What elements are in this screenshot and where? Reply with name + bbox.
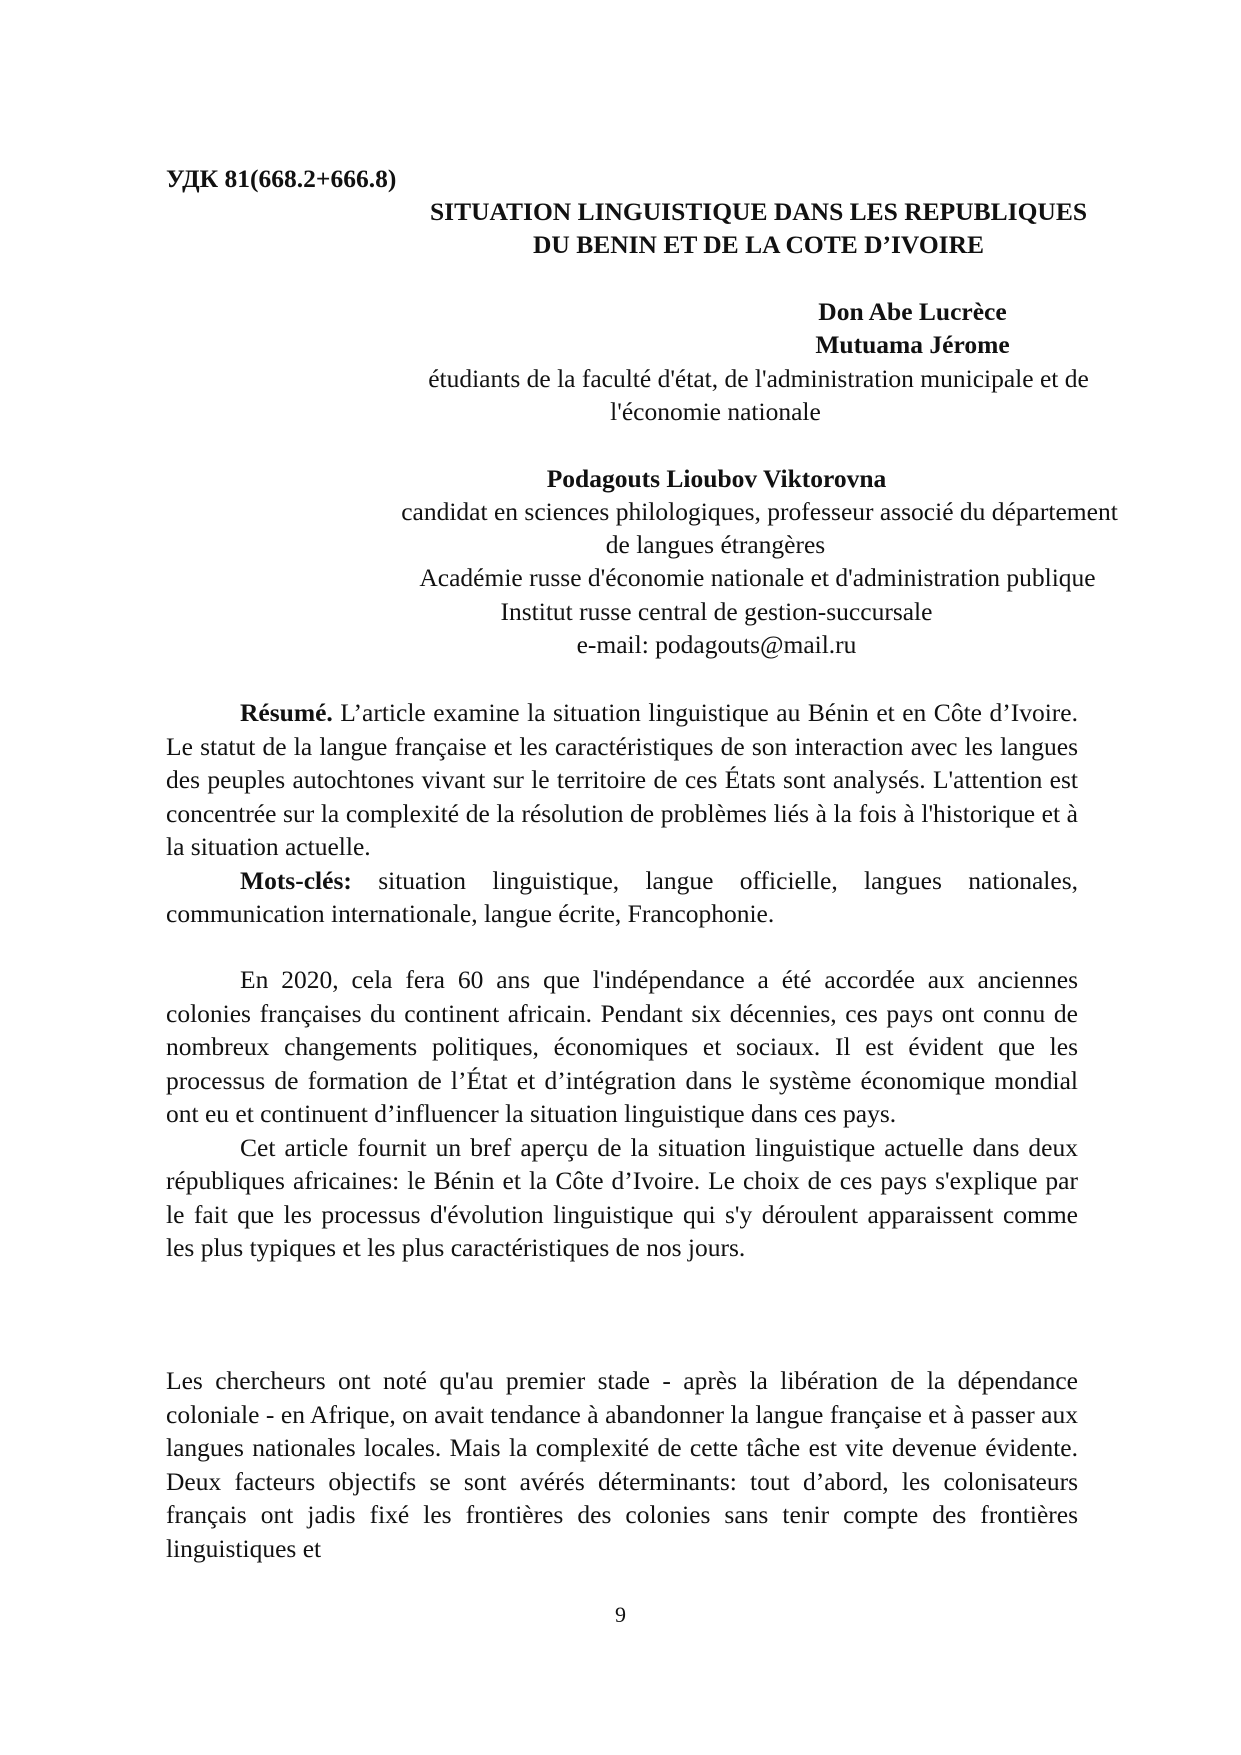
abstract-label: Résumé.	[240, 698, 333, 727]
institution-line-1: Académie russe d'économie nationale et d'administration publique	[419, 563, 1096, 592]
body-paragraph-1: En 2020, cela fera 60 ans que l'indépendance a été accordée aux anciennes colonies françaises du continent africain. Pendant six décennies, ces pays ont connu de nombreux changements politiques, économiques et sociaux. Il est évident que les processus de formation de l’État et d’intégration dans le système économique mondial ont eu et continuent d’influencer la situation linguistique dans ces pays.	[166, 965, 1078, 1128]
author-affiliation-line-1: étudiants de la faculté d'état, de l'administration municipale et de	[428, 364, 1089, 393]
abstract-paragraph	[166, 696, 1078, 864]
author-affiliation-line-2: l'économie nationale	[610, 397, 821, 426]
keywords-label: Mots-clés:	[240, 865, 352, 895]
author-name-2: Mutuama Jérome	[815, 330, 1010, 359]
title-line-2: DU BENIN ET DE LA COTE D’IVOIRE	[532, 230, 985, 259]
body-block-1	[166, 963, 1078, 1265]
supervisor-position-line-2: de langues étrangères	[605, 530, 826, 559]
udc-code: УДК 81(668.2+666.8)	[166, 164, 397, 193]
page-number: 9	[615, 1602, 626, 1627]
body-paragraph-3: Les chercheurs ont noté qu'au premier stade - après la libération de la dépendance coloniale - en Afrique, on avait tendance à abandonner la langue française et à passer aux langues nationales locales. Mais la complexité de cette tâche est vite devenue évidente. Deux facteurs objectifs se sont avérés déterminants: tout d’abord, les colonisateurs français ont jadis fixé les frontières des colonies sans tenir compte des frontières linguistiques et	[166, 1366, 1078, 1563]
keywords-text: situation linguistique, langue officielle, langues nationales, communication internationale, langue écrite, Francophonie.	[166, 865, 1079, 928]
body-paragraph-2: Cet article fournit un bref aperçu de la situation linguistique actuelle dans deux républiques africaines: le Bénin et la Côte d’Ivoire. Le choix de ces pays s'explique par le fait que les processus d'évolution linguistique qui s'y déroulent apparaissent comme les plus typiques et les plus caractéristiques de nos jours.	[166, 1132, 1078, 1262]
author-name-1: Don Abe Lucrèce	[818, 297, 1007, 326]
keywords-paragraph	[166, 864, 1078, 931]
abstract-text: L’article examine la situation linguistique au Bénin et en Côte d’Ivoire. Le statut de la langue française et les caractéristiques de son interaction avec les langues des peuples autochtones vivant sur le territoire de ces États sont analysés. L'attention est concentrée sur la complexité de la résolution de problèmes liés à la fois à l'historique et à la situation actuelle.	[166, 698, 1078, 861]
email-line: e-mail: podagouts@mail.ru	[576, 630, 857, 659]
supervisor-name: Podagouts Lioubov Viktorovna	[546, 464, 887, 493]
supervisor-position-line-1: candidat en sciences philologiques, professeur associé du département	[401, 497, 1118, 526]
abstract-block	[166, 696, 1078, 931]
body-block-2	[166, 1364, 1078, 1565]
title-line-1: SITUATION LINGUISTIQUE DANS LES REPUBLIQUES	[429, 197, 1088, 226]
institution-line-2: Institut russe central de gestion-succursale	[500, 597, 933, 626]
